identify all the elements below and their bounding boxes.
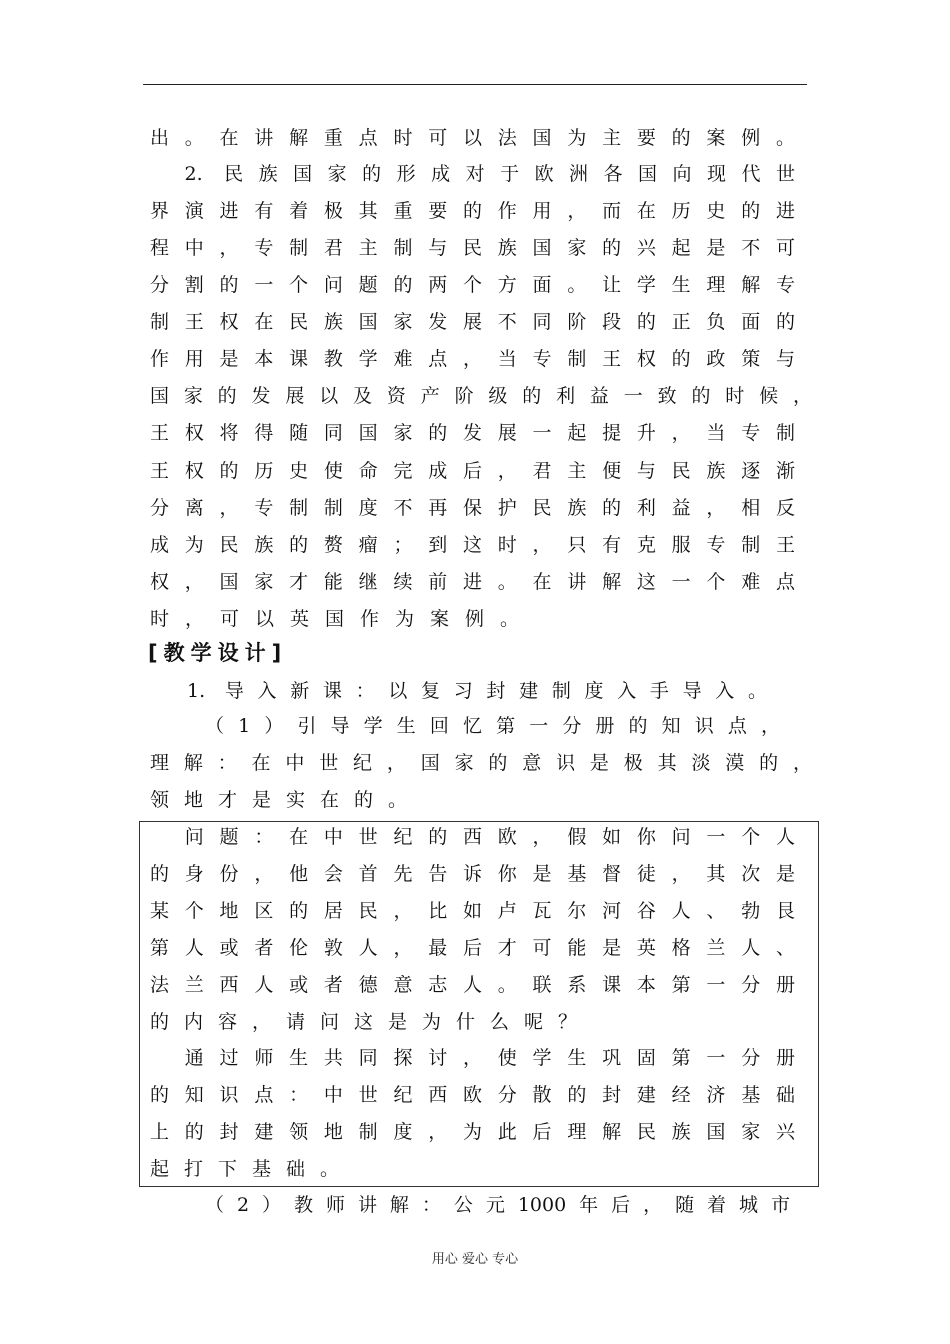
box-text-line: 的内容，请问这是为什么呢？ xyxy=(150,1011,593,1033)
box-text-line: 上的封建领地制度，为此后理解民族国家兴 xyxy=(150,1121,795,1143)
box-text-line: 某个地区的居民，比如卢瓦尔河谷人、勃艮 xyxy=(150,900,795,922)
section-heading: [教学设计] xyxy=(148,641,288,665)
text-line: （1）引导学生回忆第一分册的知识点， xyxy=(205,715,780,737)
text-line: 国家的发展以及资产阶级的利益一致的时候， xyxy=(150,385,812,407)
text-line: 作用是本课教学难点，当专制王权的政策与 xyxy=(150,348,795,370)
text-line: 领地才是实在的。 xyxy=(150,789,423,811)
box-text-line: 起打下基础。 xyxy=(150,1158,355,1180)
text-line: 出。在讲解重点时可以法国为主要的案例。 xyxy=(150,127,795,149)
text-line: 成为民族的赘瘤；到这时，只有克服专制王 xyxy=(150,534,795,556)
text-line: 程中，专制君主制与民族国家的兴起是不可 xyxy=(150,237,795,259)
text-line: 1. 导入新课：以复习封建制度入手导入。 xyxy=(187,680,767,702)
text-line: （2）教师讲解：公元1000年后，随着城市 xyxy=(205,1194,790,1216)
text-line: 时，可以英国作为案例。 xyxy=(150,608,536,630)
text-line: 分离，专制制度不再保护民族的利益，相反 xyxy=(150,497,795,519)
text-line: 2. 民族国家的形成对于欧洲各国向现代世 xyxy=(150,163,795,185)
text-line: 制王权在民族国家发展不同阶段的正负面的 xyxy=(150,311,795,333)
box-text-line: 的身份，他会首先告诉你是基督徒，其次是 xyxy=(150,863,795,885)
box-text-line: 的知识点：中世纪西欧分散的封建经济基础 xyxy=(150,1084,795,1106)
text-line: 权，国家才能继续前进。在讲解这一个难点 xyxy=(150,571,795,593)
box-text-line: 问题：在中世纪的西欧，假如你问一个人 xyxy=(150,826,795,848)
page-footer: 用心 爱心 专心 xyxy=(431,1252,519,1267)
header-rule xyxy=(143,84,807,85)
text-line: 王权将得随同国家的发展一起提升，当专制 xyxy=(150,422,795,444)
text-line: 王权的历史使命完成后，君主便与民族逐渐 xyxy=(150,460,795,482)
text-line: 分割的一个问题的两个方面。让学生理解专 xyxy=(150,274,795,296)
box-text-line: 第人或者伦敦人，最后才可能是英格兰人、 xyxy=(150,937,795,959)
box-text-line: 法兰西人或者德意志人。联系课本第一分册 xyxy=(150,974,795,996)
box-text-line: 通过师生共同探讨，使学生巩固第一分册 xyxy=(150,1047,795,1069)
text-line: 理解：在中世纪，国家的意识是极其淡漠的， xyxy=(150,752,812,774)
text-line: 界演进有着极其重要的作用，而在历史的进 xyxy=(150,200,795,222)
